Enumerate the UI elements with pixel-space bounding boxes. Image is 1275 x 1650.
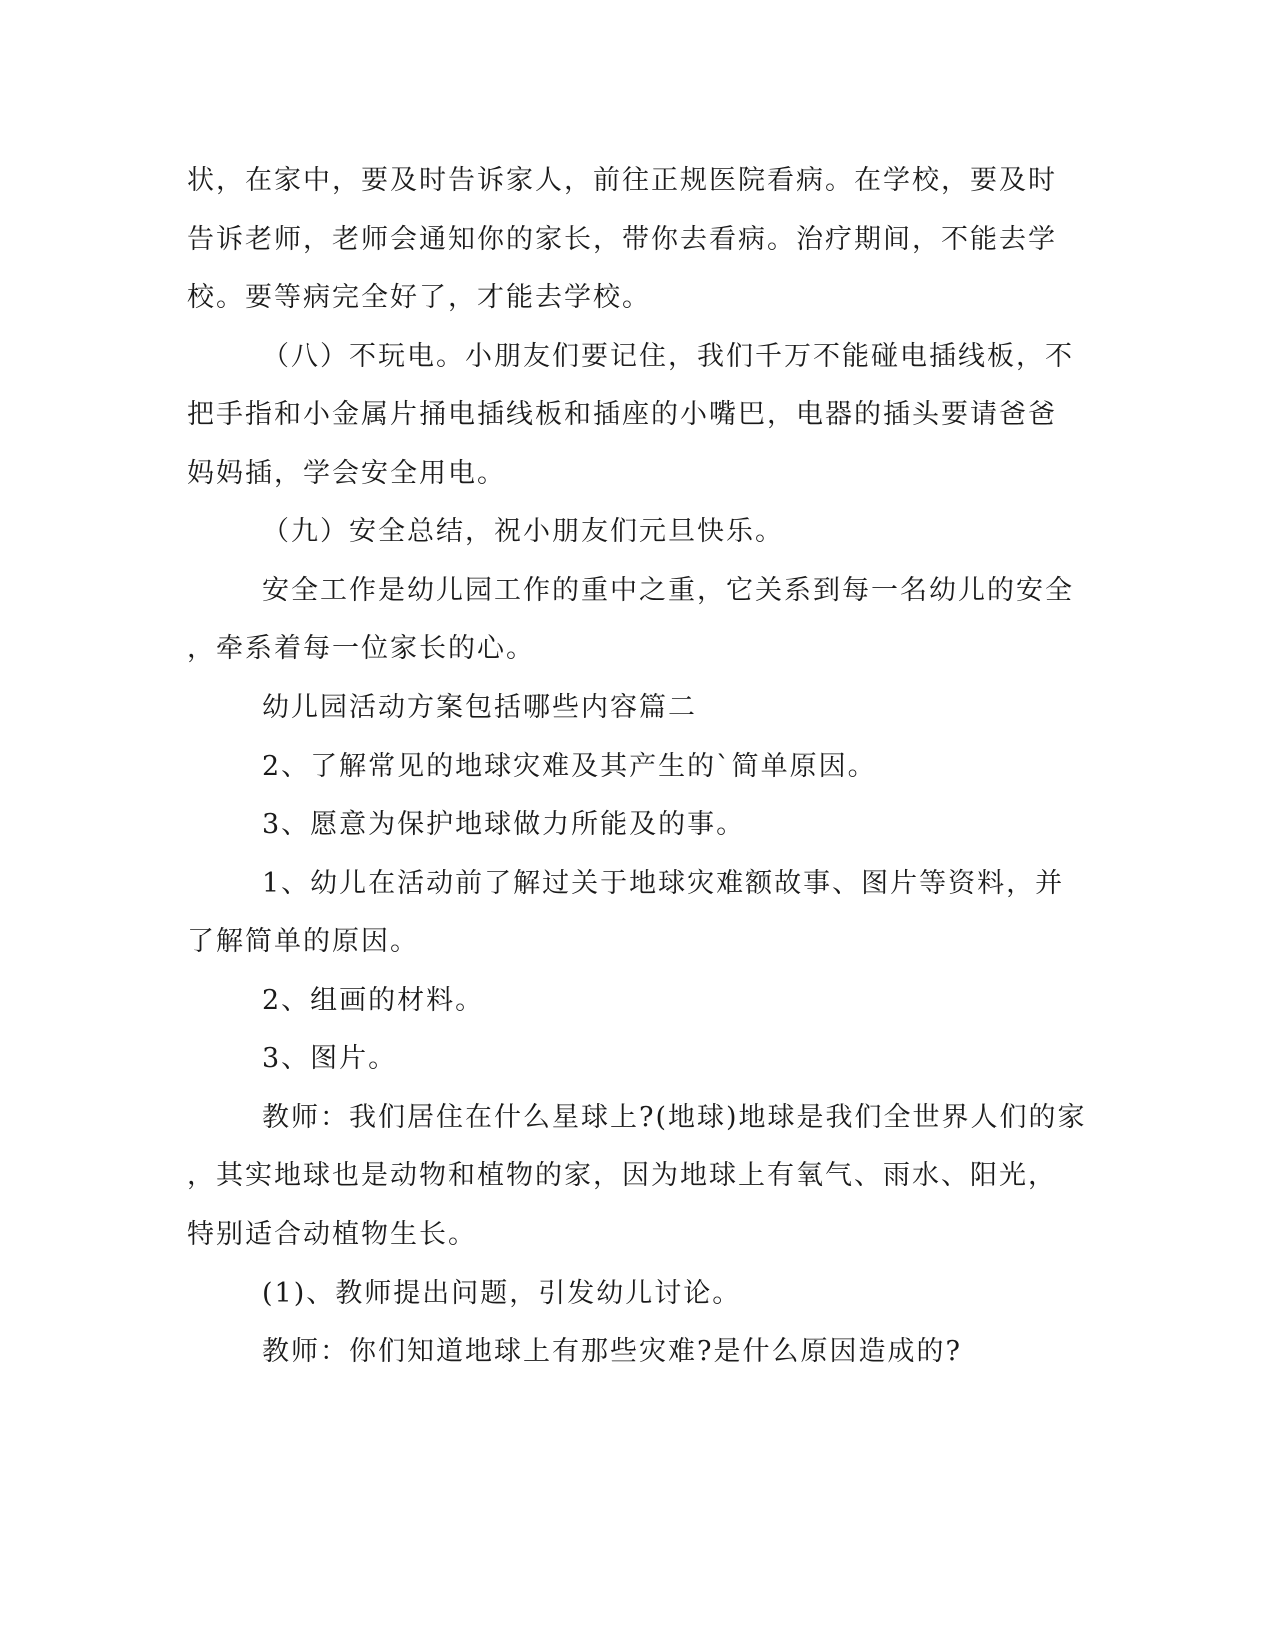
text-line: 安全工作是幼儿园工作的重中之重，它关系到每一名幼儿的安全 (262, 575, 1074, 606)
text-line: 1、幼儿在活动前了解过关于地球灾难额故事、图片等资料，并 (262, 868, 1065, 899)
text-line: (1)、教师提出问题，引发幼儿讨论。 (262, 1278, 742, 1309)
text-line: 妈妈插，学会安全用电。 (187, 458, 506, 489)
text-line: 告诉老师，老师会通知你的家长，带你去看病。治疗期间，不能去学 (187, 224, 1057, 255)
text-line: （八）不玩电。小朋友们要记住，我们千万不能碰电插线板，不 (262, 341, 1074, 372)
section-heading: 幼儿园活动方案包括哪些内容篇二 (262, 692, 697, 723)
text-line: （九）安全总结，祝小朋友们元旦快乐。 (262, 516, 784, 547)
text-line: 把手指和小金属片捅电插线板和插座的小嘴巴，电器的插头要请爸爸 (187, 399, 1057, 430)
text-line: 2、了解常见的地球灾难及其产生的`简单原因。 (262, 751, 877, 782)
text-line: 了解简单的原因。 (187, 926, 419, 957)
text-line: 校。要等病完全好了，才能去学校。 (187, 282, 651, 313)
text-line: 教师：你们知道地球上有那些灾难?是什么原因造成的? (262, 1336, 962, 1367)
text-line: ，其实地球也是动物和植物的家，因为地球上有氧气、雨水、阳光， (187, 1160, 1057, 1191)
text-line: 特别适合动植物生长。 (187, 1219, 477, 1250)
text-line: ，牵系着每一位家长的心。 (187, 633, 535, 664)
text-line: 2、组画的材料。 (262, 985, 485, 1016)
text-line: 3、愿意为保护地球做力所能及的事。 (262, 809, 746, 840)
text-line: 教师：我们居住在什么星球上?(地球)地球是我们全世界人们的家 (262, 1102, 1087, 1133)
text-line: 状，在家中，要及时告诉家人，前往正规医院看病。在学校，要及时 (187, 165, 1057, 196)
text-line: 3、图片。 (262, 1043, 398, 1074)
